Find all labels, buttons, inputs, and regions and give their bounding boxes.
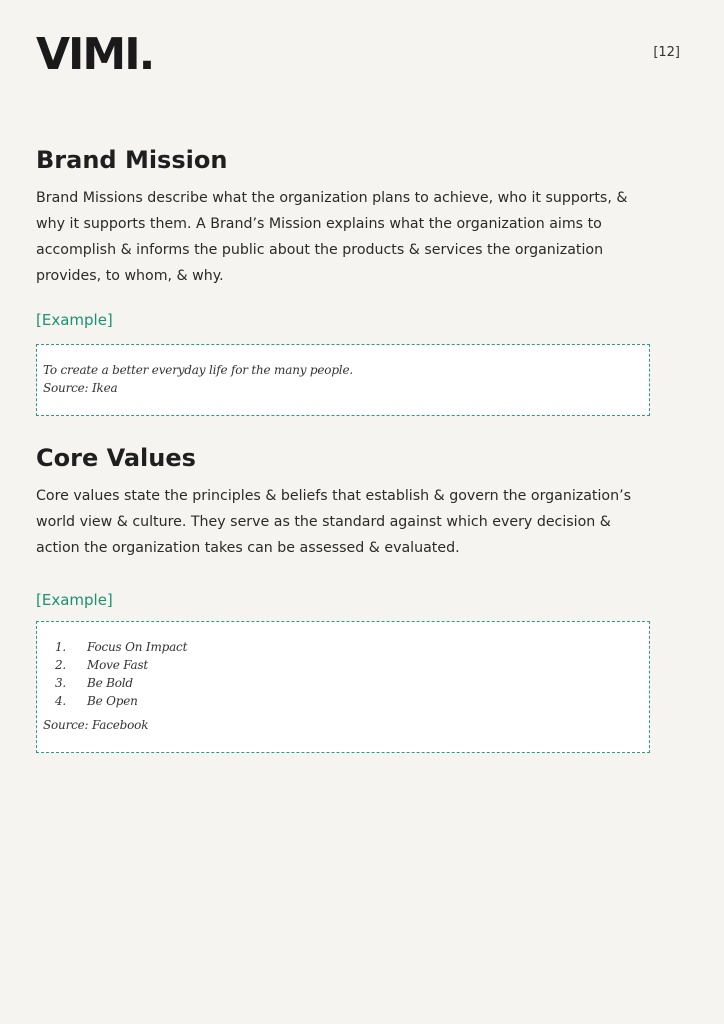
- list-item: [43, 656, 649, 674]
- page-number: [12]: [653, 45, 680, 60]
- brand-mission-example-text: To create a better everyday life for the many people.: [43, 363, 353, 377]
- list-item-number: 4.: [55, 694, 67, 708]
- list-item-number: 2.: [55, 658, 67, 672]
- list-item: [43, 692, 649, 710]
- list-item-number: 3.: [55, 676, 67, 690]
- list-item-text: Be Bold: [87, 676, 133, 690]
- list-item: [43, 638, 649, 656]
- brand-mission-example-label: [Example]: [36, 311, 113, 329]
- brand-mission-example-box: [36, 344, 650, 416]
- core-values-list: [43, 638, 649, 710]
- core-values-example-source: Source: Facebook: [43, 718, 149, 732]
- brand-logo: VIMI.: [36, 29, 154, 80]
- brand-mission-paragraph: Brand Missions describe what the organization plans to achieve, who it supports, & why it supports them. A Brand’s Mission explains what the organization aims to accomplish & informs the public about the products & services the organization provides, to whom, & why.: [36, 190, 628, 284]
- brand-mission-example-source: Source: Ikea: [43, 381, 118, 395]
- core-values-example-label: [Example]: [36, 591, 113, 609]
- list-item: [43, 674, 649, 692]
- list-item-text: Focus On Impact: [87, 640, 188, 654]
- core-values-example-box: [36, 621, 650, 753]
- brand-mission-title: Brand Mission: [36, 146, 228, 174]
- list-item-text: Be Open: [87, 694, 138, 708]
- core-values-title: Core Values: [36, 444, 196, 472]
- list-item-text: Move Fast: [87, 658, 149, 672]
- core-values-paragraph: Core values state the principles & beliefs that establish & govern the organization’s world view & culture. They serve as the standard against which every decision & action the organization takes can be assessed & evaluated.: [36, 488, 632, 556]
- list-item-number: 1.: [55, 640, 67, 654]
